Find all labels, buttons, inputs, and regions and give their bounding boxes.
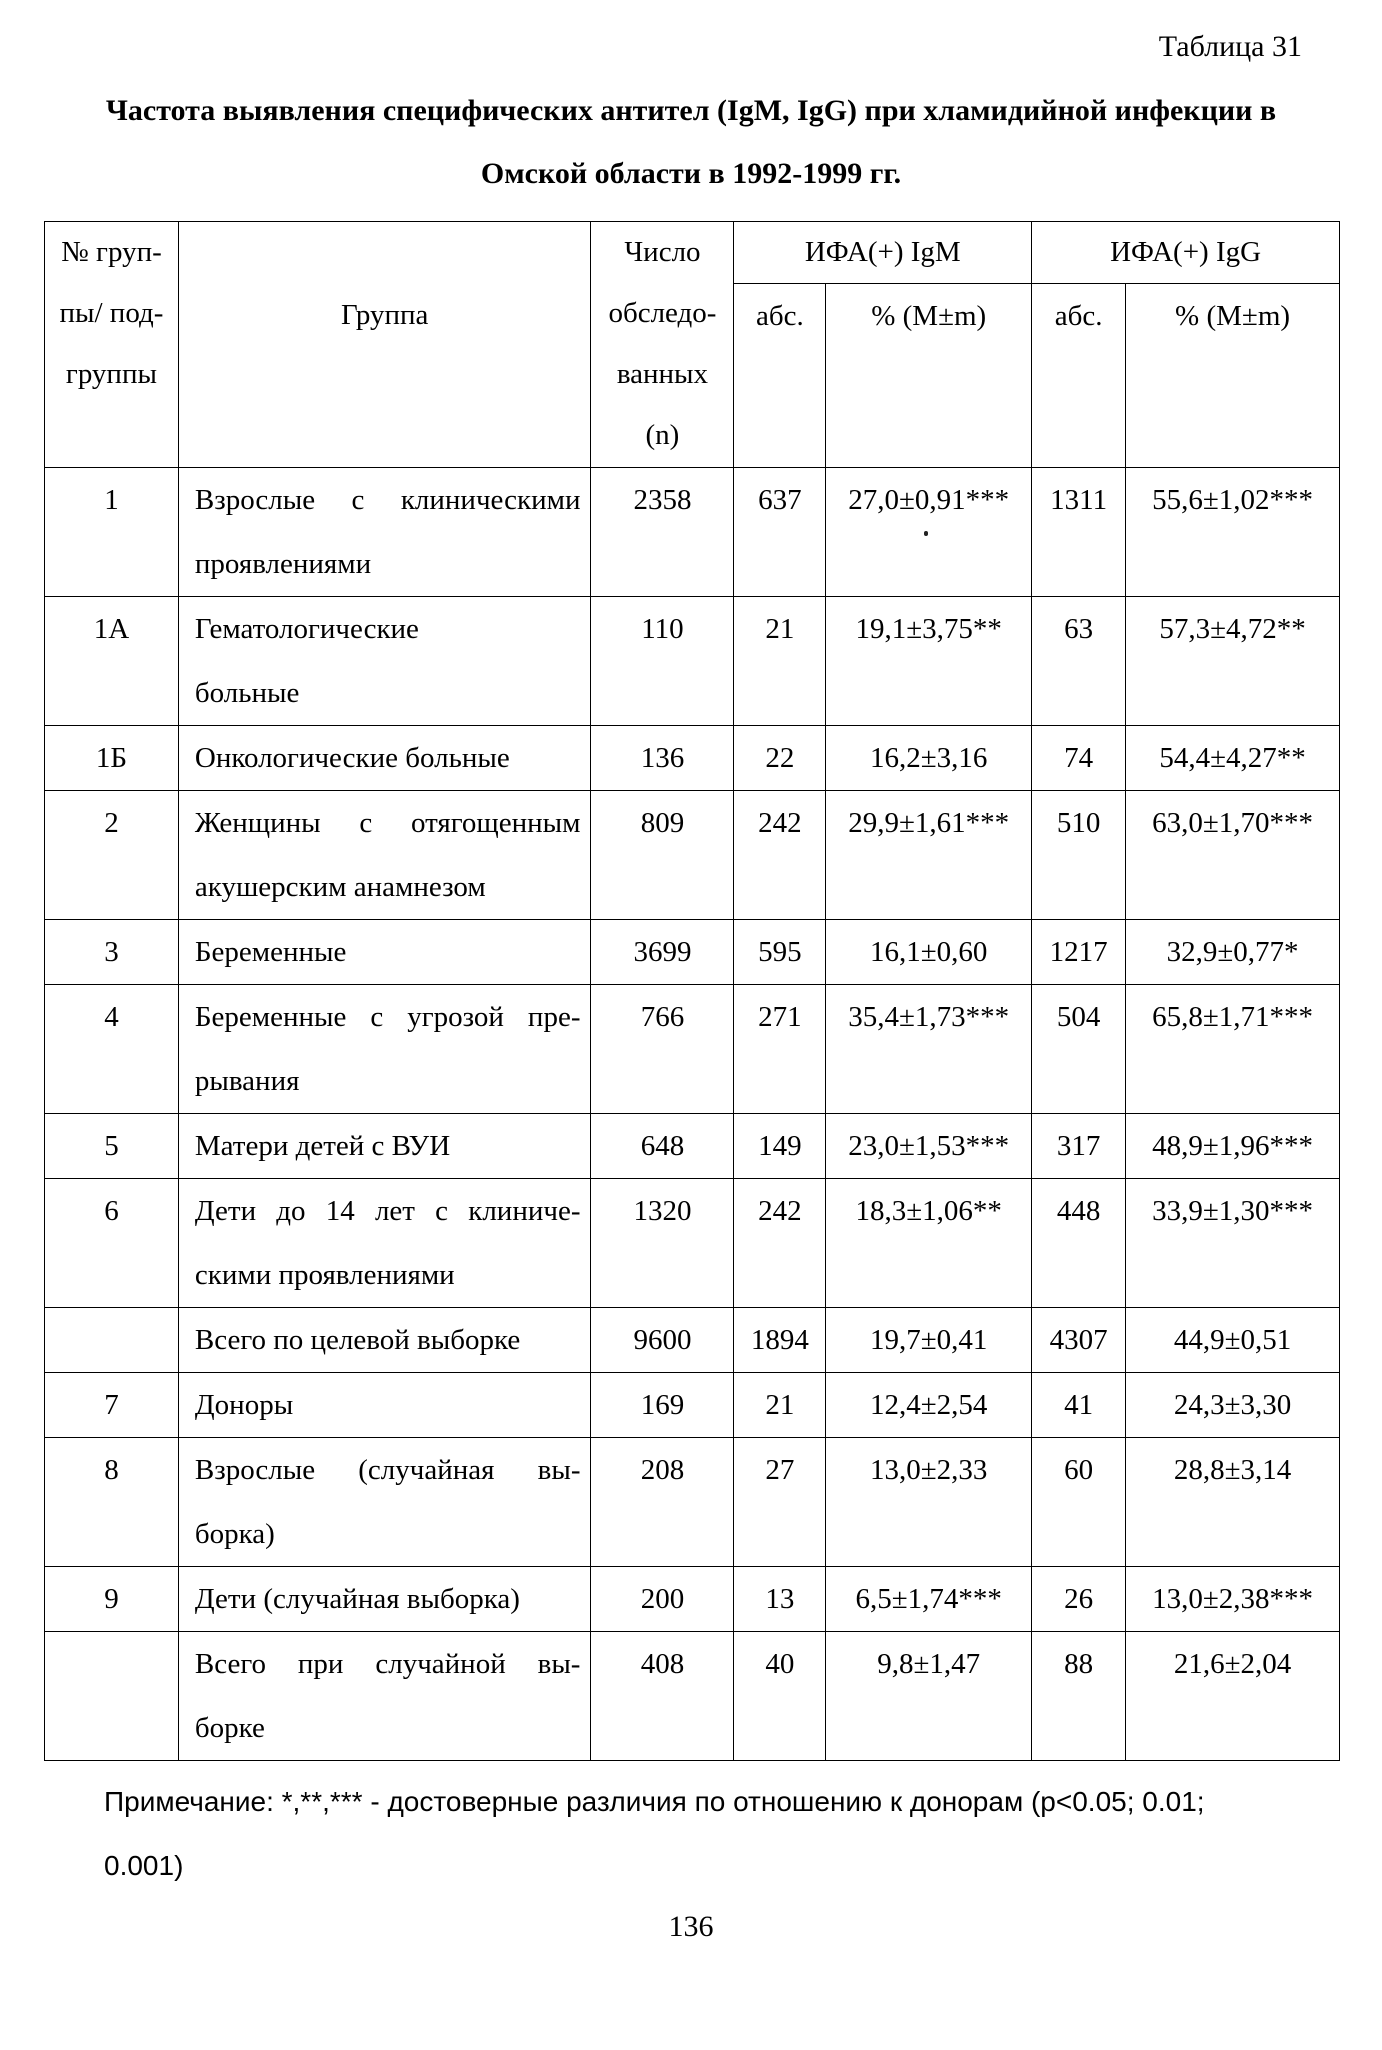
cell-igg-pct: 54,4±4,27** [1126,726,1340,791]
cell-group: Дети (случайная выборка) [178,1567,591,1632]
header-group: Группа [178,222,591,468]
table-title-line-1: Частота выявления специфических антител (IgM, IgG) при хламидийной инфекции в [105,94,1277,127]
cell-group-no: 1Б [45,726,179,791]
cell-group: Матери детей с ВУИ [178,1114,591,1179]
header-igm: ИФА(+) IgM [734,222,1032,284]
cell-igm-abs: 271 [734,985,826,1114]
cell-count: 110 [591,597,734,726]
cell-igm-pct: 29,9±1,61*** [826,791,1032,920]
cell-igg-abs: 317 [1032,1114,1126,1179]
cell-group: Взрослые с клиническими проявлениями [178,468,591,597]
cell-igm-pct: 23,0±1,53*** [826,1114,1032,1179]
cell-igm-pct: 19,1±3,75** [826,597,1032,726]
cell-igg-abs: 41 [1032,1373,1126,1438]
cell-count: 200 [591,1567,734,1632]
cell-group: Всего по целевой выборке [178,1308,591,1373]
table-row [45,468,1340,597]
header-row-1 [45,222,1340,284]
cell-count: 3699 [591,920,734,985]
cell-igg-abs: 448 [1032,1179,1126,1308]
cell-igm-abs: 22 [734,726,826,791]
table-row [45,1308,1340,1373]
table-number: Таблица 31 [1158,30,1302,63]
cell-igm-pct: 27,0±0,91*** [826,468,1032,597]
cell-igm-pct: 9,8±1,47 [826,1632,1032,1761]
cell-group-no: 6 [45,1179,179,1308]
cell-igm-pct: 18,3±1,06** [826,1179,1032,1308]
cell-count: 766 [591,985,734,1114]
cell-igg-abs: 63 [1032,597,1126,726]
cell-igm-pct: 16,1±0,60 [826,920,1032,985]
cell-igg-abs: 510 [1032,791,1126,920]
cell-igg-pct: 44,9±0,51 [1126,1308,1340,1373]
cell-igg-pct: 48,9±1,96*** [1126,1114,1340,1179]
cell-group-no: 7 [45,1373,179,1438]
cell-group: Дети до 14 лет с клиниче- скими проявлениями [178,1179,591,1308]
cell-igm-pct: 16,2±3,16 [826,726,1032,791]
table-row [45,1179,1340,1308]
footnote: Примечание: *,**,*** - достоверные различия по отношению к донорам (p<0.05; 0.01; 0.001) [104,1786,1205,1881]
scan-speck [924,531,928,536]
cell-group-no: 4 [45,985,179,1114]
page-number: 136 [668,1910,714,1943]
cell-group-no: 2 [45,791,179,920]
cell-group: Гематологические больные [178,597,591,726]
cell-group: Доноры [178,1373,591,1438]
cell-group: Беременные [178,920,591,985]
cell-group-no [45,1632,179,1761]
table-row [45,791,1340,920]
table-row [45,726,1340,791]
cell-igg-abs: 60 [1032,1438,1126,1567]
cell-igm-abs: 595 [734,920,826,985]
cell-igm-pct: 6,5±1,74*** [826,1567,1032,1632]
cell-count: 136 [591,726,734,791]
table-row [45,1438,1340,1567]
cell-count: 208 [591,1438,734,1567]
cell-group-no: 9 [45,1567,179,1632]
cell-count: 9600 [591,1308,734,1373]
cell-count: 408 [591,1632,734,1761]
cell-igg-pct: 13,0±2,38*** [1126,1567,1340,1632]
cell-igg-abs: 74 [1032,726,1126,791]
table-row [45,1373,1340,1438]
cell-count: 169 [591,1373,734,1438]
cell-group-no: 3 [45,920,179,985]
table-row [45,1114,1340,1179]
cell-group: Женщины с отягощенным акушерским анамнезом [178,791,591,920]
cell-igm-abs: 27 [734,1438,826,1567]
cell-igg-pct: 32,9±0,77* [1126,920,1340,985]
cell-igm-abs: 13 [734,1567,826,1632]
cell-igm-pct: 19,7±0,41 [826,1308,1032,1373]
table-row [45,1632,1340,1761]
cell-igg-abs: 1311 [1032,468,1126,597]
cell-count: 1320 [591,1179,734,1308]
cell-igg-pct: 33,9±1,30*** [1126,1179,1340,1308]
cell-igg-pct: 63,0±1,70*** [1126,791,1340,920]
cell-igg-pct: 24,3±3,30 [1126,1373,1340,1438]
cell-group: Всего при случайной вы- борке [178,1632,591,1761]
cell-igm-abs: 149 [734,1114,826,1179]
cell-group-no: 1 [45,468,179,597]
cell-group-no [45,1308,179,1373]
cell-igg-abs: 1217 [1032,920,1126,985]
cell-igg-abs: 88 [1032,1632,1126,1761]
header-group-no: № груп- пы/ под- группы [45,222,179,468]
cell-count: 2358 [591,468,734,597]
cell-igg-abs: 504 [1032,985,1126,1114]
table-row [45,597,1340,726]
cell-igm-pct: 35,4±1,73*** [826,985,1032,1114]
cell-igg-pct: 65,8±1,71*** [1126,985,1340,1114]
cell-igm-abs: 242 [734,791,826,920]
cell-igg-pct: 28,8±3,14 [1126,1438,1340,1567]
cell-igg-abs: 26 [1032,1567,1126,1632]
header-igm-pct: % (M±m) [826,284,1032,468]
cell-igm-abs: 21 [734,1373,826,1438]
cell-igm-abs: 1894 [734,1308,826,1373]
header-igg-abs: абс. [1032,284,1126,468]
table-row [45,920,1340,985]
cell-igm-abs: 40 [734,1632,826,1761]
header-igg-pct: % (M±m) [1126,284,1340,468]
header-igm-abs: абс. [734,284,826,468]
cell-count: 809 [591,791,734,920]
cell-igm-pct: 13,0±2,33 [826,1438,1032,1567]
cell-igm-abs: 637 [734,468,826,597]
header-igg: ИФА(+) IgG [1032,222,1340,284]
cell-group-no: 8 [45,1438,179,1567]
cell-group-no: 5 [45,1114,179,1179]
cell-igm-abs: 21 [734,597,826,726]
cell-igg-pct: 21,6±2,04 [1126,1632,1340,1761]
cell-group: Онкологические больные [178,726,591,791]
header-count: Число обследо- ванных (n) [591,222,734,468]
cell-group: Взрослые (случайная вы- борка) [178,1438,591,1567]
cell-igm-abs: 242 [734,1179,826,1308]
table-row [45,1567,1340,1632]
cell-group: Беременные с угрозой пре- рывания [178,985,591,1114]
cell-igg-pct: 57,3±4,72** [1126,597,1340,726]
data-table [44,221,1340,1761]
cell-igm-pct: 12,4±2,54 [826,1373,1032,1438]
table-row [45,985,1340,1114]
table-title-line-2: Омской области в 1992-1999 гг. [480,157,902,190]
cell-group-no: 1А [45,597,179,726]
cell-count: 648 [591,1114,734,1179]
cell-igg-pct: 55,6±1,02*** [1126,468,1340,597]
cell-igg-abs: 4307 [1032,1308,1126,1373]
